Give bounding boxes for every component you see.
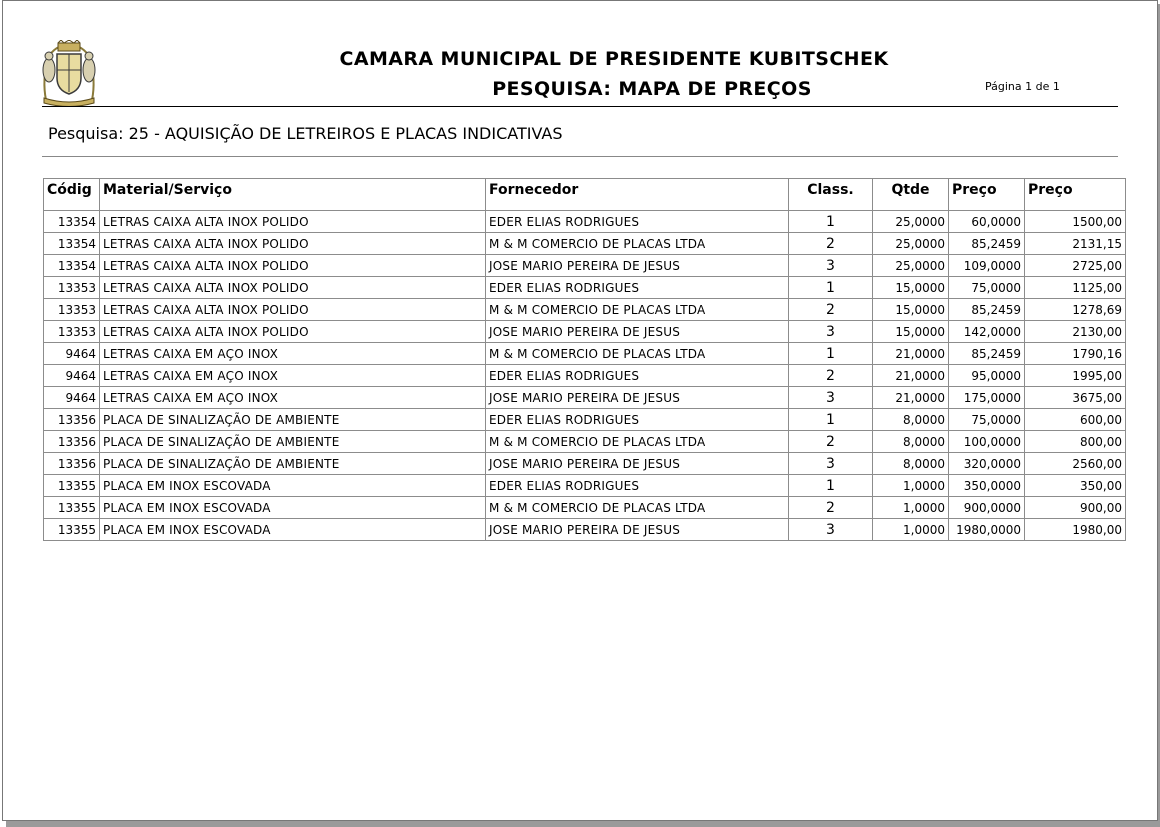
cell-qtde: 1,0000: [873, 497, 949, 519]
cell-preco-total: 1995,00: [1025, 365, 1126, 387]
table-header-row: [44, 179, 1126, 211]
cell-class: 3: [789, 387, 873, 409]
cell-codigo: 13356: [44, 431, 100, 453]
table-row: [44, 233, 1126, 255]
table-row: [44, 431, 1126, 453]
cell-codigo: 13353: [44, 299, 100, 321]
cell-material: LETRAS CAIXA ALTA INOX POLIDO: [100, 211, 486, 233]
cell-material: LETRAS CAIXA EM AÇO INOX: [100, 387, 486, 409]
cell-preco-total: 1125,00: [1025, 277, 1126, 299]
cell-codigo: 9464: [44, 387, 100, 409]
cell-preco-total: 900,00: [1025, 497, 1126, 519]
cell-material: LETRAS CAIXA ALTA INOX POLIDO: [100, 277, 486, 299]
cell-class: 2: [789, 431, 873, 453]
cell-class: 1: [789, 211, 873, 233]
cell-preco-unit: 175,0000: [949, 387, 1025, 409]
cell-fornecedor: JOSE MARIO PEREIRA DE JESUS: [486, 453, 789, 475]
cell-preco-unit: 100,0000: [949, 431, 1025, 453]
cell-codigo: 13354: [44, 211, 100, 233]
cell-preco-unit: 95,0000: [949, 365, 1025, 387]
cell-class: 1: [789, 343, 873, 365]
cell-material: LETRAS CAIXA ALTA INOX POLIDO: [100, 299, 486, 321]
cell-codigo: 13356: [44, 453, 100, 475]
cell-preco-unit: 1980,0000: [949, 519, 1025, 541]
cell-preco-total: 1500,00: [1025, 211, 1126, 233]
cell-codigo: 13354: [44, 255, 100, 277]
cell-preco-unit: 75,0000: [949, 409, 1025, 431]
table-row: [44, 211, 1126, 233]
cell-preco-total: 1790,16: [1025, 343, 1126, 365]
cell-preco-unit: 85,2459: [949, 233, 1025, 255]
cell-qtde: 25,0000: [873, 211, 949, 233]
cell-qtde: 15,0000: [873, 321, 949, 343]
cell-codigo: 13356: [44, 409, 100, 431]
column-header-codigo: Códig: [44, 179, 100, 211]
table-row: [44, 475, 1126, 497]
cell-fornecedor: M & M COMERCIO DE PLACAS LTDA: [486, 431, 789, 453]
cell-class: 3: [789, 255, 873, 277]
column-header-fornecedor: Fornecedor: [486, 179, 789, 211]
cell-class: 2: [789, 233, 873, 255]
cell-fornecedor: EDER ELIAS RODRIGUES: [486, 211, 789, 233]
cell-codigo: 13355: [44, 497, 100, 519]
cell-codigo: 13355: [44, 519, 100, 541]
cell-class: 2: [789, 365, 873, 387]
cell-qtde: 15,0000: [873, 299, 949, 321]
cell-codigo: 9464: [44, 365, 100, 387]
cell-preco-unit: 109,0000: [949, 255, 1025, 277]
cell-codigo: 13354: [44, 233, 100, 255]
cell-material: PLACA DE SINALIZAÇÃO DE AMBIENTE: [100, 431, 486, 453]
cell-qtde: 8,0000: [873, 409, 949, 431]
cell-preco-unit: 320,0000: [949, 453, 1025, 475]
column-header-preco-unit: Preço: [949, 179, 1025, 211]
table-row: [44, 343, 1126, 365]
cell-preco-total: 1278,69: [1025, 299, 1126, 321]
report-title: PESQUISA: MAPA DE PREÇOS: [492, 78, 812, 100]
cell-material: PLACA EM INOX ESCOVADA: [100, 497, 486, 519]
cell-preco-unit: 85,2459: [949, 299, 1025, 321]
cell-qtde: 1,0000: [873, 519, 949, 541]
cell-preco-total: 2725,00: [1025, 255, 1126, 277]
cell-class: 3: [789, 519, 873, 541]
cell-material: LETRAS CAIXA EM AÇO INOX: [100, 343, 486, 365]
cell-preco-unit: 142,0000: [949, 321, 1025, 343]
cell-qtde: 21,0000: [873, 387, 949, 409]
cell-preco-unit: 350,0000: [949, 475, 1025, 497]
cell-codigo: 13353: [44, 277, 100, 299]
cell-material: PLACA DE SINALIZAÇÃO DE AMBIENTE: [100, 453, 486, 475]
cell-fornecedor: JOSE MARIO PEREIRA DE JESUS: [486, 387, 789, 409]
cell-qtde: 8,0000: [873, 453, 949, 475]
cell-class: 1: [789, 475, 873, 497]
table-row: [44, 497, 1126, 519]
cell-class: 2: [789, 299, 873, 321]
cell-preco-total: 2130,00: [1025, 321, 1126, 343]
table-row: [44, 453, 1126, 475]
table-row: [44, 321, 1126, 343]
cell-fornecedor: M & M COMERCIO DE PLACAS LTDA: [486, 343, 789, 365]
cell-preco-unit: 60,0000: [949, 211, 1025, 233]
table-row: [44, 387, 1126, 409]
page-number: Página 1 de 1: [985, 80, 1060, 93]
cell-fornecedor: M & M COMERCIO DE PLACAS LTDA: [486, 497, 789, 519]
cell-qtde: 25,0000: [873, 233, 949, 255]
cell-preco-total: 2560,00: [1025, 453, 1126, 475]
cell-fornecedor: JOSE MARIO PEREIRA DE JESUS: [486, 321, 789, 343]
column-header-qtde: Qtde: [873, 179, 949, 211]
organization-title: CAMARA MUNICIPAL DE PRESIDENTE KUBITSCHEK: [339, 48, 889, 70]
table-row: [44, 255, 1126, 277]
table-row: [44, 519, 1126, 541]
cell-preco-total: 1980,00: [1025, 519, 1126, 541]
cell-preco-total: 2131,15: [1025, 233, 1126, 255]
search-description: Pesquisa: 25 - AQUISIÇÃO DE LETREIROS E PLACAS INDICATIVAS: [48, 124, 563, 143]
cell-fornecedor: M & M COMERCIO DE PLACAS LTDA: [486, 233, 789, 255]
cell-fornecedor: JOSE MARIO PEREIRA DE JESUS: [486, 255, 789, 277]
cell-material: PLACA EM INOX ESCOVADA: [100, 519, 486, 541]
cell-fornecedor: EDER ELIAS RODRIGUES: [486, 409, 789, 431]
cell-qtde: 1,0000: [873, 475, 949, 497]
cell-qtde: 21,0000: [873, 343, 949, 365]
cell-material: PLACA DE SINALIZAÇÃO DE AMBIENTE: [100, 409, 486, 431]
cell-fornecedor: JOSE MARIO PEREIRA DE JESUS: [486, 519, 789, 541]
column-header-class: Class.: [789, 179, 873, 211]
table-row: [44, 365, 1126, 387]
section-divider: [42, 156, 1118, 157]
cell-material: LETRAS CAIXA EM AÇO INOX: [100, 365, 486, 387]
cell-preco-unit: 85,2459: [949, 343, 1025, 365]
table-row: [44, 277, 1126, 299]
cell-codigo: 13355: [44, 475, 100, 497]
cell-class: 1: [789, 277, 873, 299]
cell-fornecedor: EDER ELIAS RODRIGUES: [486, 277, 789, 299]
cell-preco-unit: 900,0000: [949, 497, 1025, 519]
column-header-preco-total: Preço: [1025, 179, 1126, 211]
price-map-table: [43, 178, 1126, 541]
cell-class: 2: [789, 497, 873, 519]
cell-codigo: 13353: [44, 321, 100, 343]
cell-material: LETRAS CAIXA ALTA INOX POLIDO: [100, 233, 486, 255]
cell-codigo: 9464: [44, 343, 100, 365]
cell-preco-total: 350,00: [1025, 475, 1126, 497]
table-row: [44, 299, 1126, 321]
cell-fornecedor: EDER ELIAS RODRIGUES: [486, 365, 789, 387]
cell-material: LETRAS CAIXA ALTA INOX POLIDO: [100, 255, 486, 277]
cell-fornecedor: M & M COMERCIO DE PLACAS LTDA: [486, 299, 789, 321]
cell-preco-total: 800,00: [1025, 431, 1126, 453]
table-row: [44, 409, 1126, 431]
cell-material: PLACA EM INOX ESCOVADA: [100, 475, 486, 497]
cell-qtde: 21,0000: [873, 365, 949, 387]
cell-fornecedor: EDER ELIAS RODRIGUES: [486, 475, 789, 497]
cell-class: 1: [789, 409, 873, 431]
cell-preco-total: 3675,00: [1025, 387, 1126, 409]
cell-preco-unit: 75,0000: [949, 277, 1025, 299]
cell-class: 3: [789, 453, 873, 475]
cell-qtde: 8,0000: [873, 431, 949, 453]
cell-qtde: 25,0000: [873, 255, 949, 277]
cell-qtde: 15,0000: [873, 277, 949, 299]
cell-material: LETRAS CAIXA ALTA INOX POLIDO: [100, 321, 486, 343]
cell-class: 3: [789, 321, 873, 343]
cell-preco-total: 600,00: [1025, 409, 1126, 431]
column-header-material: Material/Serviço: [100, 179, 486, 211]
page-shadow: [6, 821, 1160, 827]
coat-of-arms-logo: [40, 40, 98, 106]
header-divider: [42, 106, 1118, 107]
